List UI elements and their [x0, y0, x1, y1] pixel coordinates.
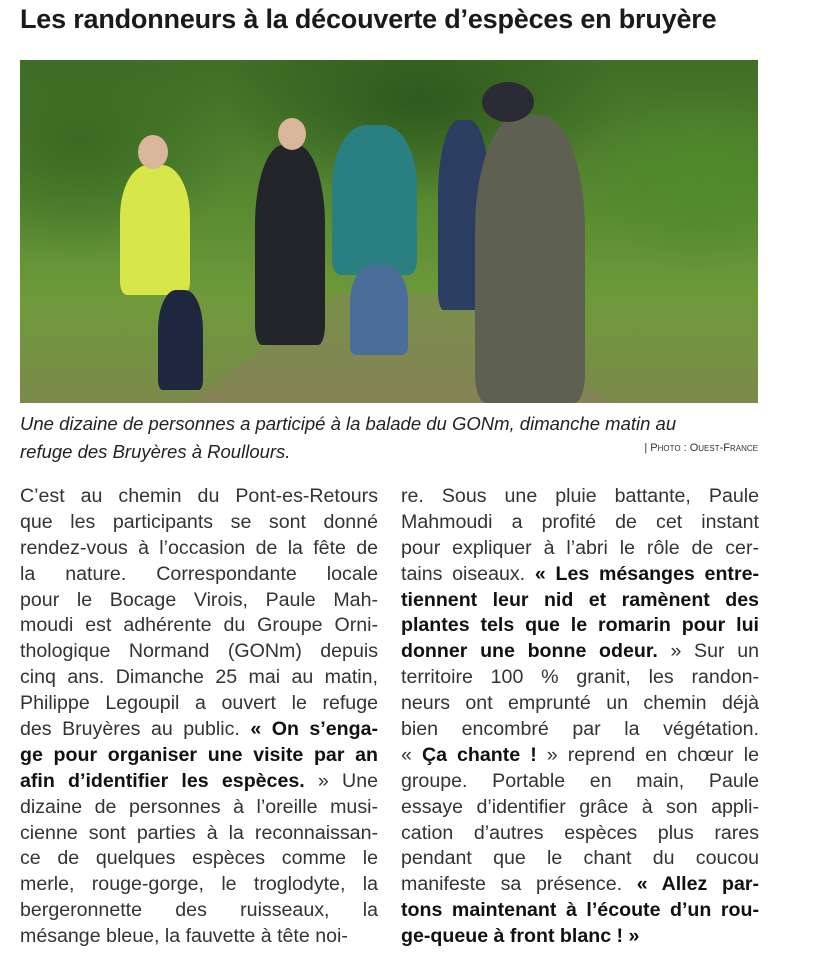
- text-line: [401, 898, 759, 924]
- text-line: [20, 924, 378, 950]
- body-text: territoire 100 % granit, les randon-: [401, 666, 759, 689]
- quote-text: plantes tels que le romarin pour lui: [401, 614, 759, 637]
- text-line: [20, 484, 378, 510]
- body-text: bien encombré par la végétation.: [401, 718, 759, 741]
- body-text: dizaine de personnes à l’oreille musi-: [20, 795, 378, 818]
- text-line: [20, 795, 378, 821]
- body-text: ce de quelques espèces comme le: [20, 847, 378, 870]
- hiker: [255, 145, 325, 345]
- caption-line: Une dizaine de personnes a participé à la balade du GONm, dimanche matin au: [20, 413, 677, 434]
- text-line: [401, 613, 759, 639]
- text-line: [401, 769, 759, 795]
- body-text: moudi est adhérente du Groupe Orni-: [20, 614, 378, 637]
- text-line: [401, 639, 759, 665]
- body-text: rendez-vous à l’occasion de la fête de: [20, 536, 378, 559]
- quote-text: tons maintenant à l’écoute d’un rou-: [401, 899, 759, 922]
- hiker-head: [138, 135, 168, 169]
- text-line: [20, 613, 378, 639]
- body-text: pour le Bocage Virois, Paule Mah-: [20, 588, 378, 611]
- quote-text: « Allez par-: [636, 873, 759, 896]
- text-line: [401, 924, 759, 950]
- body-text: C’est au chemin du Pont-es-Retours: [20, 485, 378, 507]
- text-line: [401, 510, 759, 536]
- hiker: [158, 290, 203, 390]
- body-text: que les participants se sont donné: [20, 510, 378, 533]
- text-line: [401, 484, 759, 510]
- text-line: [20, 536, 378, 562]
- caption-line: refuge des Bruyères à Roullours.: [20, 441, 291, 462]
- hiker-head: [482, 82, 534, 122]
- article-title: Les randonneurs à la découverte d’espèces en bruyère: [20, 4, 717, 34]
- quote-text: ge pour organiser une visite par an: [20, 743, 378, 766]
- text-line: [401, 872, 759, 898]
- text-line: [20, 639, 378, 665]
- body-text: » Sur un: [657, 640, 760, 663]
- text-line: [20, 562, 378, 588]
- body-text: merle, rouge-gorge, le troglodyte, la: [20, 873, 378, 896]
- quote-text: Ça chante !: [421, 743, 537, 766]
- text-line: [20, 665, 378, 691]
- body-text: Philippe Legoupil a ouvert le refuge: [20, 692, 378, 715]
- body-text: manifeste sa présence.: [401, 873, 637, 896]
- text-line: [20, 743, 378, 769]
- body-text: » reprend en chœur le: [536, 743, 759, 766]
- body-text: re. Sous une pluie battante, Paule: [401, 485, 759, 507]
- quote-text: « On s’enga-: [250, 718, 379, 741]
- article-column-2: [401, 484, 759, 950]
- photo-credit: | Photo : Ouest-France: [644, 442, 758, 454]
- text-line: [401, 821, 759, 847]
- body-text: tains oiseaux.: [401, 562, 535, 585]
- body-text: essaye d’identifier grâce à son appli-: [401, 795, 759, 818]
- text-line: [20, 510, 378, 536]
- text-line: [20, 898, 378, 924]
- body-text: neurs ont emprunté un chemin déjà: [401, 692, 759, 715]
- text-line: [20, 717, 378, 743]
- quote-text: afin d’identifier les espèces.: [20, 769, 305, 792]
- body-text: groupe. Portable en main, Paule: [401, 769, 759, 792]
- body-text: mésange bleue, la fauvette à tête noi-: [20, 925, 348, 948]
- hiker-head: [278, 118, 306, 150]
- body-text: pour expliquer à l’abri le rôle de cer-: [401, 536, 759, 559]
- body-text: cation d’autres espèces plus rares: [401, 821, 759, 844]
- text-line: [20, 769, 378, 795]
- quote-text: tiennent leur nid et ramènent des: [401, 588, 759, 611]
- text-line: [401, 536, 759, 562]
- text-line: [401, 691, 759, 717]
- hiker: [350, 265, 408, 355]
- text-line: [401, 846, 759, 872]
- body-text: des Bruyères au public.: [20, 718, 251, 741]
- quote-text: donner une bonne odeur.: [401, 640, 658, 663]
- text-line: [401, 795, 759, 821]
- text-line: [401, 588, 759, 614]
- body-text: bergeronnette des ruisseaux, la: [20, 899, 378, 922]
- hiker: [332, 125, 417, 275]
- photo-caption: [20, 410, 760, 466]
- hiker: [120, 165, 190, 295]
- text-line: [401, 743, 759, 769]
- body-text: Mahmoudi a profité de cet instant: [401, 510, 759, 533]
- article-photo: [20, 60, 758, 403]
- body-text: pendant que le chant du coucou: [401, 847, 759, 870]
- text-line: [20, 691, 378, 717]
- body-text: la nature. Correspondante locale: [20, 562, 378, 585]
- article-column-1: [20, 484, 378, 950]
- body-text: cienne sont parties à la reconnaissan-: [20, 821, 378, 844]
- quote-text: ge-queue à front blanc ! »: [401, 925, 640, 948]
- text-line: [401, 665, 759, 691]
- text-line: [20, 588, 378, 614]
- body-text: «: [401, 743, 422, 766]
- quote-text: « Les mésanges entre-: [534, 562, 759, 585]
- text-line: [20, 872, 378, 898]
- body-text: » Une: [304, 769, 378, 792]
- text-line: [401, 717, 759, 743]
- body-text: cinq ans. Dimanche 25 mai au matin,: [20, 666, 378, 689]
- hiker: [475, 115, 585, 403]
- text-line: [401, 562, 759, 588]
- text-line: [20, 821, 378, 847]
- body-text: thologique Normand (GONm) depuis: [20, 640, 378, 663]
- text-line: [20, 846, 378, 872]
